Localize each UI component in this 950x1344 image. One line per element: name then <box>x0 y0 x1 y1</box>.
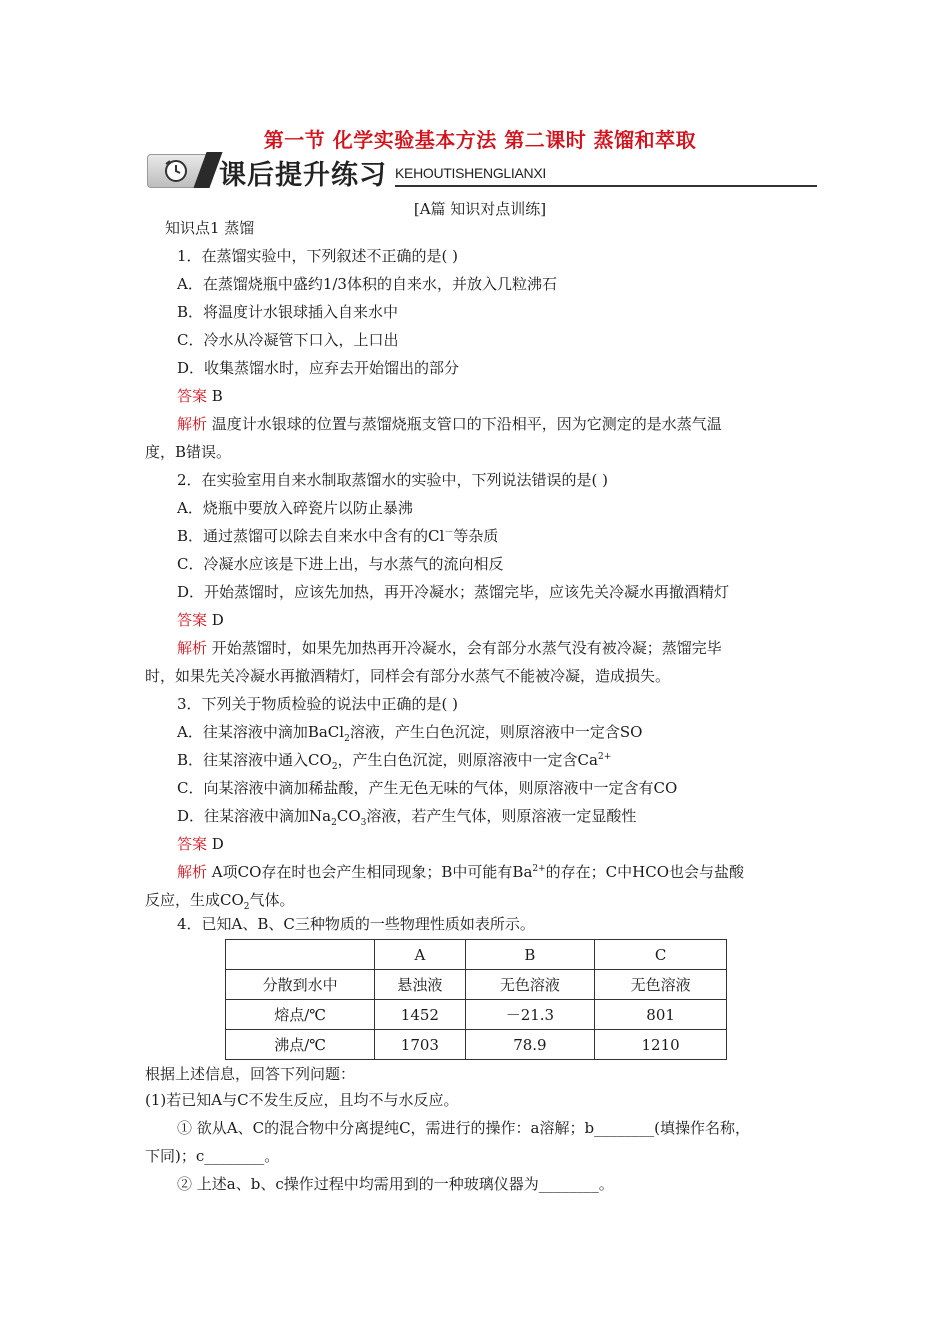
analysis-tag: 解析 <box>177 415 208 433</box>
q1-analysis-cont: 度，B错误。 <box>145 443 232 461</box>
table-row <box>226 1030 727 1060</box>
properties-table <box>225 939 727 1060</box>
table-header-cell: C <box>595 940 727 970</box>
knowledge-point: 知识点1 蒸馏 <box>165 219 255 237</box>
q2-stem: 2．在实验室用自来水制取蒸馏水的实验中，下列说法错误的是( ) <box>177 471 609 489</box>
table-header-cell: B <box>465 940 595 970</box>
q1-stem: 1．在蒸馏实验中，下列叙述不正确的是( ) <box>177 247 459 265</box>
table-cell: 78.9 <box>465 1030 595 1060</box>
q4-after-table: 根据上述信息，回答下列问题： <box>145 1065 356 1083</box>
answer-tag: 答案 <box>177 835 208 853</box>
q1-analysis: 解析 温度计水银球的位置与蒸馏烧瓶支管口的下沿相平，因为它测定的是水蒸气温 <box>177 415 722 433</box>
q4-stem: 4．已知A、B、C三种物质的一些物理性质如表所示。 <box>177 915 535 933</box>
table-cell: 无色溶液 <box>595 970 727 1000</box>
q2-analysis: 解析 开始蒸馏时，如果先加热再开冷凝水，会有部分水蒸气没有被冷凝；蒸馏完毕 <box>177 639 722 657</box>
q3-option-a: A．往某溶液中滴加BaCl$_2$溶液，产生白色沉淀，则原溶液中一定含SO <box>177 723 643 744</box>
table-cell: 分散到水中 <box>226 970 375 1000</box>
table-row <box>226 1000 727 1030</box>
q3-analysis-cont: 反应，生成$CO_2$气体。 <box>145 891 295 912</box>
q2-option-b: B．通过蒸馏可以除去自来水中含有的Cl－等杂质 <box>177 527 499 545</box>
q1-option-b: B．将温度计水银球插入自来水中 <box>177 303 399 321</box>
table-header-cell <box>226 940 375 970</box>
table-header-cell: A <box>375 940 465 970</box>
q2-analysis-cont: 时，如果先关冷凝水再撤酒精灯，同样会有部分水蒸气不能被冷凝，造成损失。 <box>145 667 671 685</box>
table-header-row <box>226 940 727 970</box>
answer-tag: 答案 <box>177 387 208 405</box>
q4-part1-b: ② 上述a、b、c操作过程中均需用到的一种玻璃仪器为________。 <box>177 1175 614 1193</box>
q4-part1-a-cont: 下同)；c________。 <box>145 1147 280 1165</box>
section-heading: [A篇 知识对点训练] <box>413 200 547 218</box>
section-banner <box>145 152 817 190</box>
page-title: 第一节 化学实验基本方法 第二课时 蒸馏和萃取 <box>263 128 697 152</box>
table-cell: 1703 <box>375 1030 465 1060</box>
q2-answer: 答案 D <box>177 611 224 629</box>
q3-option-d: D．往某溶液中滴加$Na_2CO_3$溶液，若产生气体，则原溶液一定显酸性 <box>177 807 637 828</box>
q1-option-d: D．收集蒸馏水时，应弃去开始馏出的部分 <box>177 359 460 377</box>
q1-answer: 答案 B <box>177 387 223 405</box>
q2-option-d: D．开始蒸馏时，应该先加热，再开冷凝水；蒸馏完毕，应该先关冷凝水再撤酒精灯 <box>177 583 730 601</box>
q1-option-c: C．冷水从冷凝管下口入，上口出 <box>177 331 399 349</box>
answer-tag: 答案 <box>177 611 208 629</box>
table-cell: 1210 <box>595 1030 727 1060</box>
table-cell: 801 <box>595 1000 727 1030</box>
table-cell: 1452 <box>375 1000 465 1030</box>
q1-option-a: A．在蒸馏烧瓶中盛约1/3体积的自来水，并放入几粒沸石 <box>177 275 557 293</box>
q3-option-c: C．向某溶液中滴加稀盐酸，产生无色无味的气体，则原溶液中一定含有CO <box>177 779 678 797</box>
analysis-tag: 解析 <box>177 639 208 657</box>
table-row <box>226 970 727 1000</box>
table-cell: 沸点/℃ <box>226 1030 375 1060</box>
banner-label: 课后提升练习 <box>219 160 387 191</box>
q3-analysis: 解析 A项CO存在时也会产生相同现象；B中可能有$Ba^{2+}$的存在；C中HCO也会与盐酸 <box>177 863 745 881</box>
banner-rule <box>395 185 817 187</box>
q3-option-b: B．往某溶液中通入$CO_2$，产生白色沉淀，则原溶液中一定含$Ca^{2+}$ <box>177 751 612 772</box>
q4-part1: (1)若已知A与C不发生反应，且均不与水反应。 <box>145 1091 459 1109</box>
table-cell: －21.3 <box>465 1000 595 1030</box>
table-cell: 无色溶液 <box>465 970 595 1000</box>
table-cell: 熔点/℃ <box>226 1000 375 1030</box>
banner-latin: KEHOUTISHENGLIANXI <box>395 165 546 181</box>
analysis-tag: 解析 <box>177 863 208 881</box>
q4-part1-a: ① 欲从A、C的混合物中分离提纯C，需进行的操作：a溶解；b________(填操作名称， <box>177 1119 750 1137</box>
q2-option-a: A．烧瓶中要放入碎瓷片以防止暴沸 <box>177 499 413 517</box>
q2-option-c: C．冷凝水应该是下进上出，与水蒸气的流向相反 <box>177 555 504 573</box>
q3-answer: 答案 D <box>177 835 224 853</box>
table-cell: 悬浊液 <box>375 970 465 1000</box>
q3-stem: 3．下列关于物质检验的说法中正确的是( ) <box>177 695 459 713</box>
